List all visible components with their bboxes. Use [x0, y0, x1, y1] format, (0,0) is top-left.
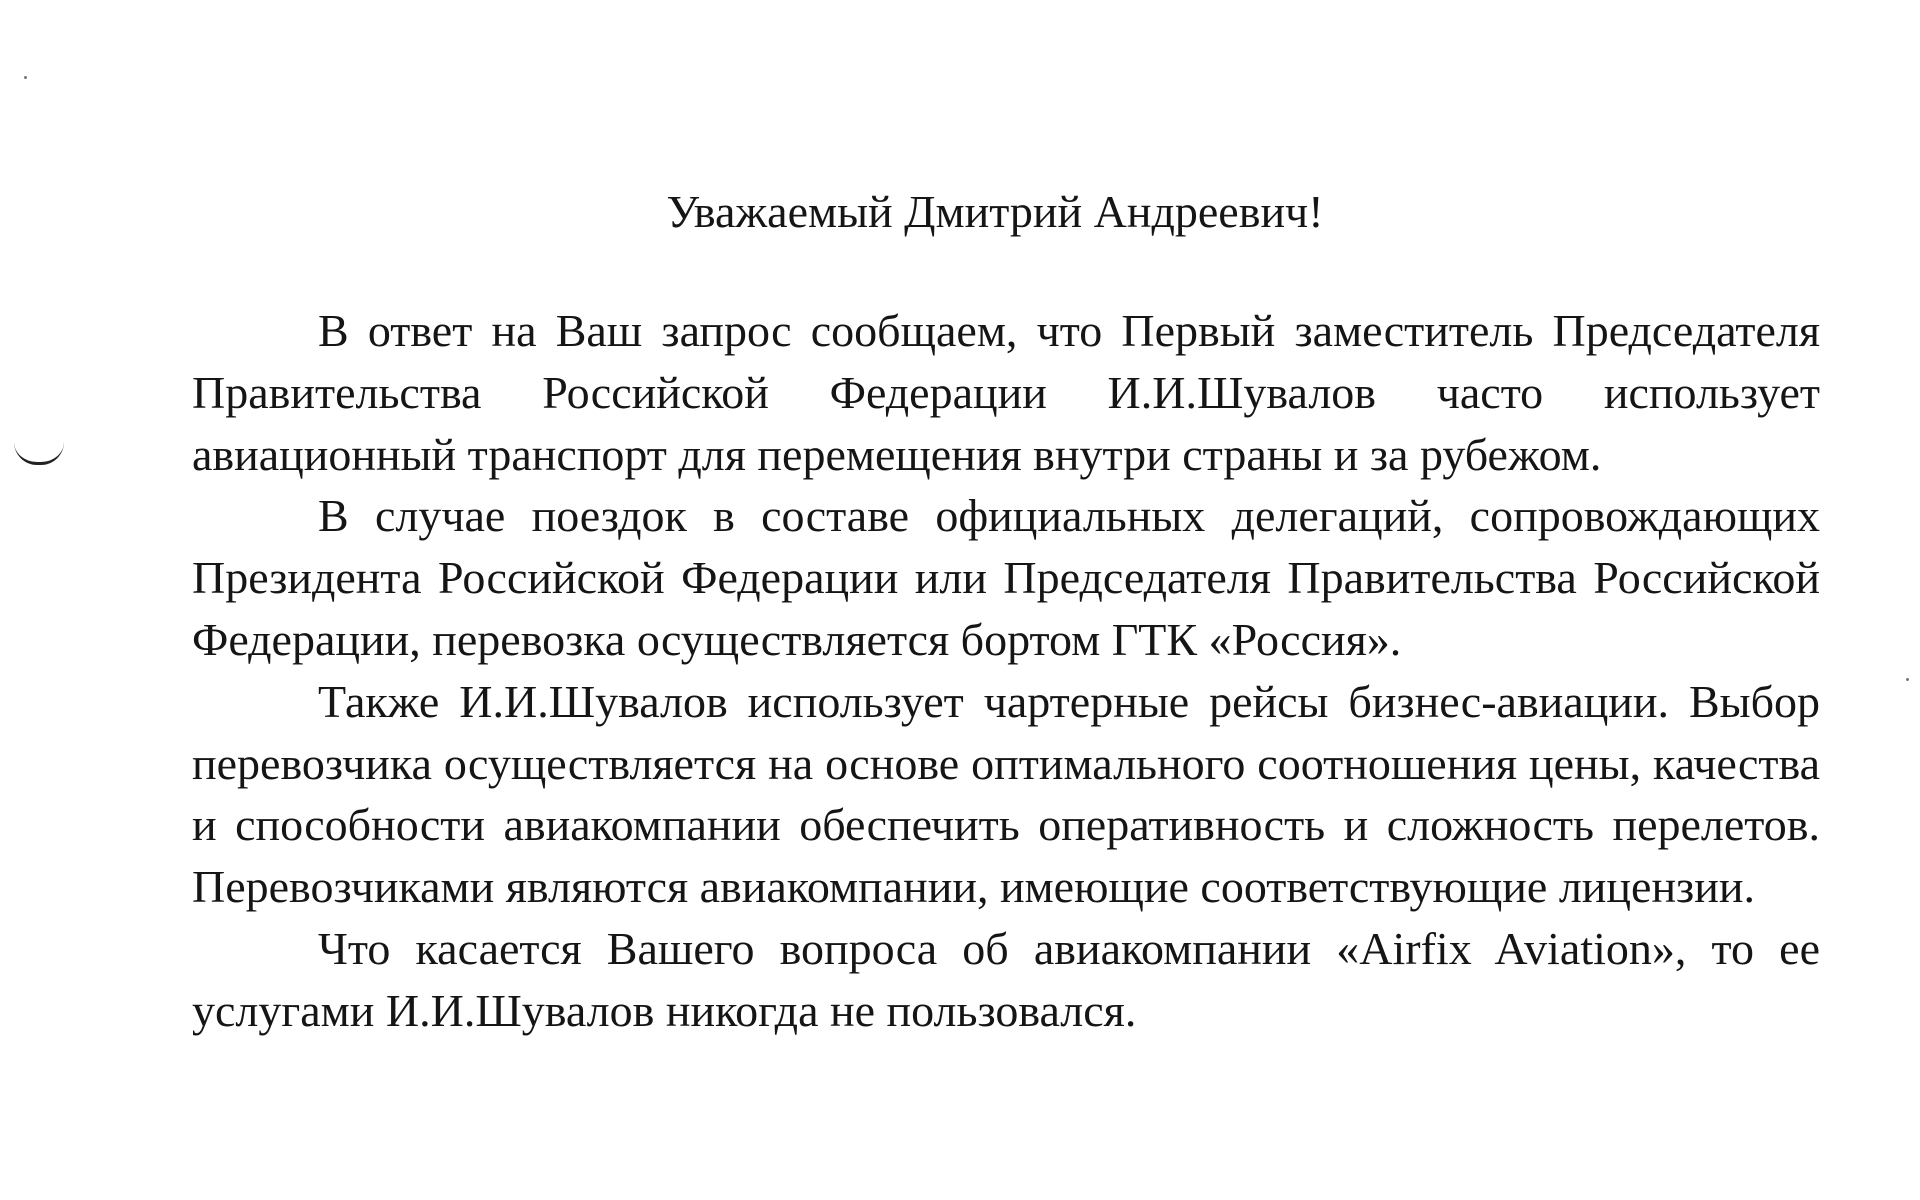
- scan-speck: [1906, 678, 1909, 681]
- letter-paragraph: В случае поездок в составе официальных делегаций, сопровождающих Президента Российской Федерации или Председателя Правительства Российской Федерации, перевозка осуществляется бортом ГТК «Россия».: [192, 490, 1820, 665]
- letter-body: [192, 300, 1820, 1042]
- letter-paragraph: В ответ на Ваш запрос сообщаем, что Первый заместитель Председателя Правительства Российской Федерации И.И.Шувалов часто использует авиационный транспорт для перемещения внутри страны и за рубежом.: [192, 305, 1820, 480]
- letter-salutation: Уважаемый Дмитрий Андреевич!: [666, 186, 1324, 237]
- scan-speck: [24, 76, 27, 79]
- letter-paragraph: Также И.И.Шувалов использует чартерные рейсы бизнес-авиации. Выбор перевозчика осуществляется на основе оптимального соотношения цены, качества и способности авиакомпании обеспечить оперативность и сложность перелетов. Перевозчиками являются авиакомпании, имеющие соответствующие лицензии.: [192, 675, 1820, 913]
- letter-paragraph: Что касается Вашего вопроса об авиакомпании «Airfix Aviation», то ее услугами И.И.Шувалов никогда не пользовался.: [192, 922, 1820, 1036]
- scan-mark: [14, 442, 64, 465]
